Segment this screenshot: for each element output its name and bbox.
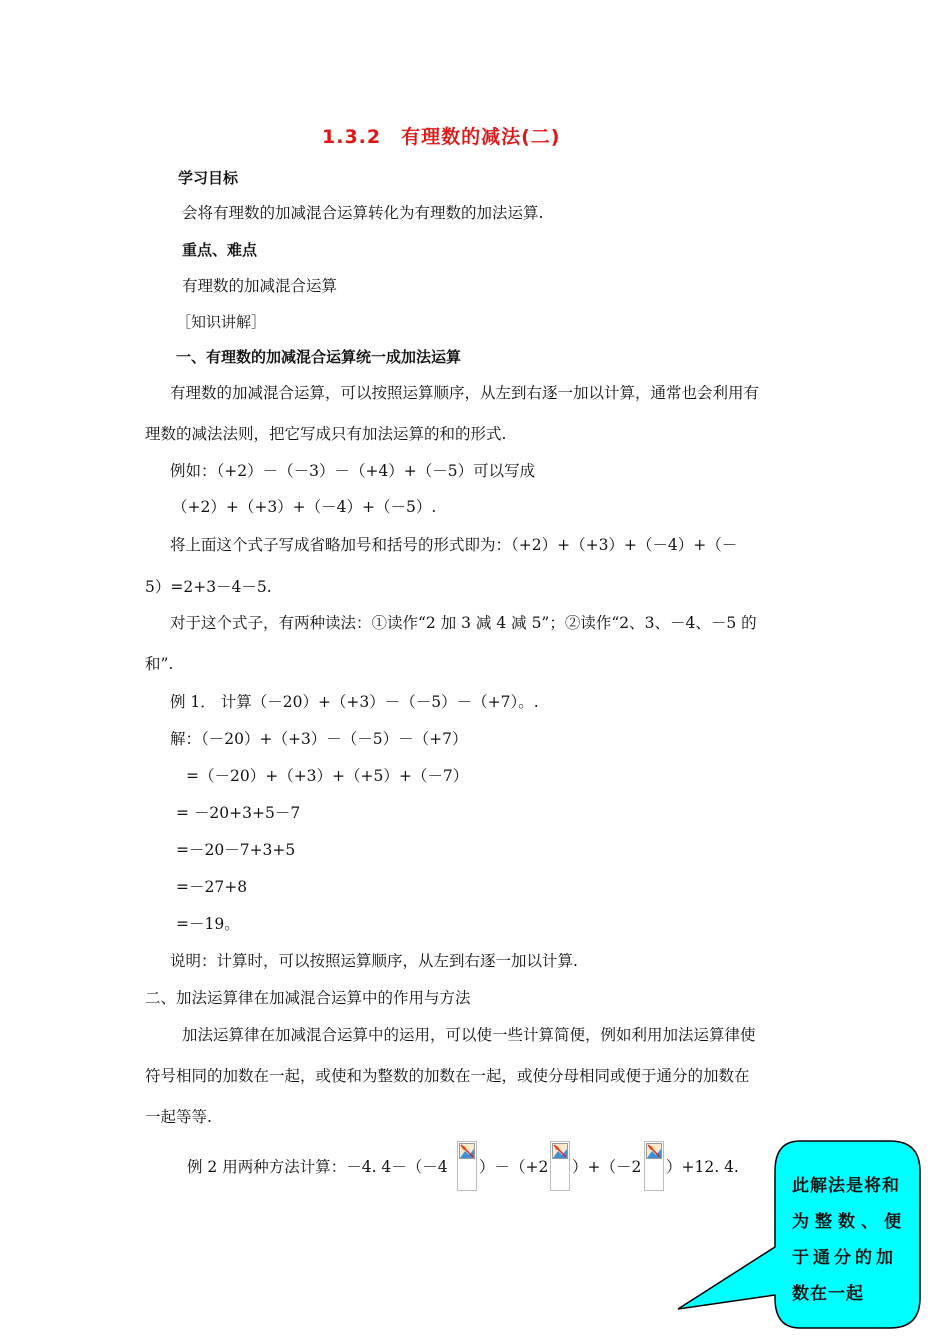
example2-suffix: ）+12. 4. (666, 1158, 739, 1176)
example1-step: =（－20）+（+3）+（+5）+（－7） (186, 767, 469, 785)
callout-line: 此解法是将和 (792, 1176, 900, 1196)
example1-step: =－20－7+3+5 (176, 841, 296, 859)
example1-step: =－19。 (176, 915, 240, 933)
callout-line: 数在一起 (792, 1284, 864, 1304)
section1-heading: 一、有理数的加减混合运算统一成加法运算 (176, 348, 462, 366)
para3-line1: 对于这个式子，有两种读法：①读作“2 加 3 减 4 减 5”；②读作“2、3、－4、－5 的 (170, 614, 757, 632)
callout-text (792, 1168, 910, 1312)
example-line1: 例如：（+2）－（－3）－（+4）+（－5）可以写成 (170, 462, 536, 480)
example-line2: （+2）+（+3）+（－4）+（－5）. (172, 498, 437, 516)
goal-text: 会将有理数的加减混合运算转化为有理数的加法运算. (182, 204, 544, 222)
example1-problem: 例 1． 计算（－20）+（+3）－（－5）－（+7）。. (170, 693, 539, 711)
para4-line3: 一起等等. (145, 1108, 212, 1126)
para4-line1: 加法运算律在加减混合运算中的运用，可以使一些计算简便，例如利用加法运算律使 (182, 1026, 756, 1044)
para2-line2: 5）=2+3－4－5. (145, 578, 272, 596)
example2-prefix: 例 2 用两种方法计算：－4. 4－（－4 (187, 1158, 448, 1176)
example1-step: 解：（－20）+（+3）－（－5）－（+7） (170, 730, 468, 748)
example1-step: =－27+8 (176, 878, 248, 896)
key-heading: 重点、难点 (182, 241, 258, 259)
para1-line1: 有理数的加减混合运算，可以按照运算顺序，从左到右逐一加以计算，通常也会利用有 (170, 384, 760, 402)
example1-step: = －20+3+5－7 (176, 804, 301, 822)
note-text: 说明：计算时，可以按照运算顺序，从左到右逐一加以计算. (170, 952, 578, 970)
example2-mid2: ）+（－2 (572, 1158, 642, 1176)
page-title: 1.3.2 有理数的减法(二) (322, 126, 561, 148)
knowledge-heading: ［知识讲解］ (176, 313, 267, 331)
para3-line2: 和”. (145, 655, 174, 673)
goal-heading: 学习目标 (178, 169, 239, 187)
para4-line2: 符号相同的加数在一起，或使和为整数的加数在一起，或使分母相同或便于通分的加数在 (145, 1067, 750, 1085)
key-text: 有理数的加减混合运算 (182, 277, 338, 295)
section2-heading: 二、加法运算律在加减混合运算中的作用与方法 (145, 989, 471, 1007)
example2-mid1: ）－（+2 (479, 1158, 549, 1176)
para1-line2: 理数的减法法则，把它写成只有加法运算的和的形式. (145, 425, 507, 443)
para2-line1: 将上面这个式子写成省略加号和括号的形式即为：（+2）+（+3）+（－4）+（－ (170, 536, 738, 554)
callout-line: 于通分的加 (792, 1248, 897, 1268)
callout-line: 为整数、便 (792, 1212, 907, 1232)
